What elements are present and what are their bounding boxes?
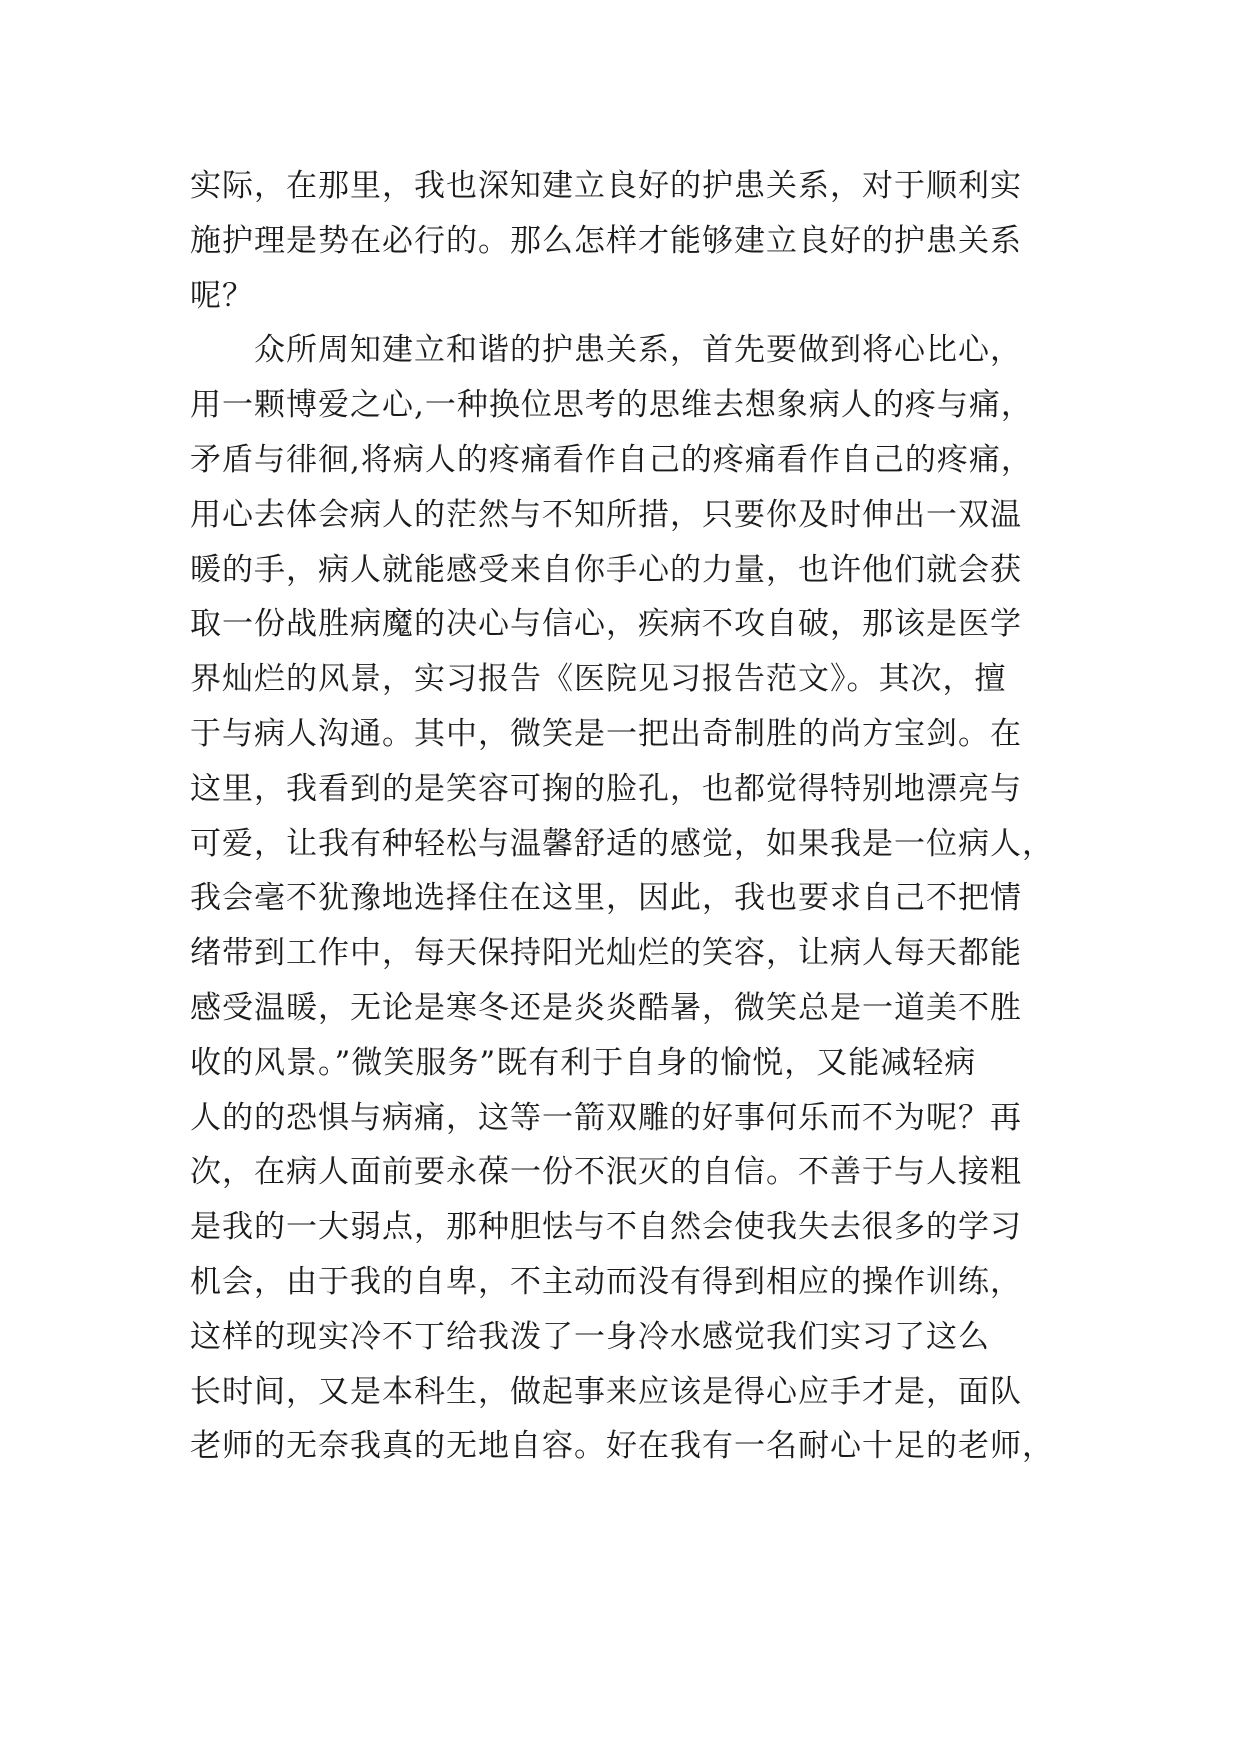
text-line: 用一颗博爱之心,一种换位思考的思维去想象病人的疼与痛，	[190, 387, 1033, 424]
text-line: 是我的一大弱点，那种胆怯与不自然会使我失去很多的学习	[190, 1209, 1022, 1246]
text-line: 老师的无奈我真的无地自容。好在我有一名耐心十足的老师，	[190, 1428, 1054, 1465]
text-line: 实际，在那里，我也深知建立良好的护患关系，对于顺利实	[190, 168, 1022, 204]
text-line: 机会，由于我的自卑，不主动而没有得到相应的操作训练，	[190, 1263, 1022, 1300]
text-line: 用心去体会病人的茫然与不知所措，只要你及时伸出一双温	[190, 496, 1022, 533]
text-line: 我会毫不犹豫地选择住在这里，因此，我也要求自己不把情	[190, 880, 1022, 917]
text-line: 长时间，又是本科生，做起事来应该是得心应手才是，面队	[190, 1373, 1022, 1410]
text-line: 次，在病人面前要永葆一份不泯灭的自信。不善于与人接粗	[190, 1154, 1022, 1191]
body-text	[190, 159, 1070, 1474]
text-line: 这里，我看到的是笑容可掬的脸孔，也都觉得特别地漂亮与	[190, 770, 1022, 807]
text-line: 暖的手，病人就能感受来自你手心的力量，也许他们就会获	[190, 551, 1022, 588]
text-line: 众所周知建立和谐的护患关系，首先要做到将心比心，	[190, 332, 1022, 369]
text-line: 于与病人沟通。其中，微笑是一把出奇制胜的尚方宝剑。在	[190, 715, 1022, 752]
text-line: 人的的恐惧与病痛，这等一箭双雕的好事何乐而不为呢？再	[190, 1099, 1022, 1136]
text-line: 取一份战胜病魔的决心与信心，疾病不攻自破，那该是医学	[190, 606, 1022, 643]
text-line: 绪带到工作中，每天保持阳光灿烂的笑容，让病人每天都能	[190, 935, 1022, 972]
text-line: 界灿烂的风景，实习报告《医院见习报告范文》。其次，擅	[190, 661, 1007, 698]
text-line: 呢？	[190, 277, 254, 314]
text-line: 施护理是势在必行的。那么怎样才能够建立良好的护患关系	[190, 222, 1022, 259]
text-line: 可爱，让我有种轻松与温馨舒适的感觉，如果我是一位病人，	[190, 825, 1054, 862]
text-line: 收的风景。”微笑服务”既有利于自身的愉悦，又能减轻病	[190, 1044, 977, 1081]
text-line: 矛盾与徘徊,将病人的疼痛看作自己的疼痛看作自己的疼痛，	[190, 441, 1033, 478]
text-line: 感受温暖，无论是寒冬还是炎炎酷暑，微笑总是一道美不胜	[190, 989, 1022, 1026]
text-line: 这样的现实冷不丁给我泼了一身冷水感觉我们实习了这么	[190, 1318, 990, 1355]
